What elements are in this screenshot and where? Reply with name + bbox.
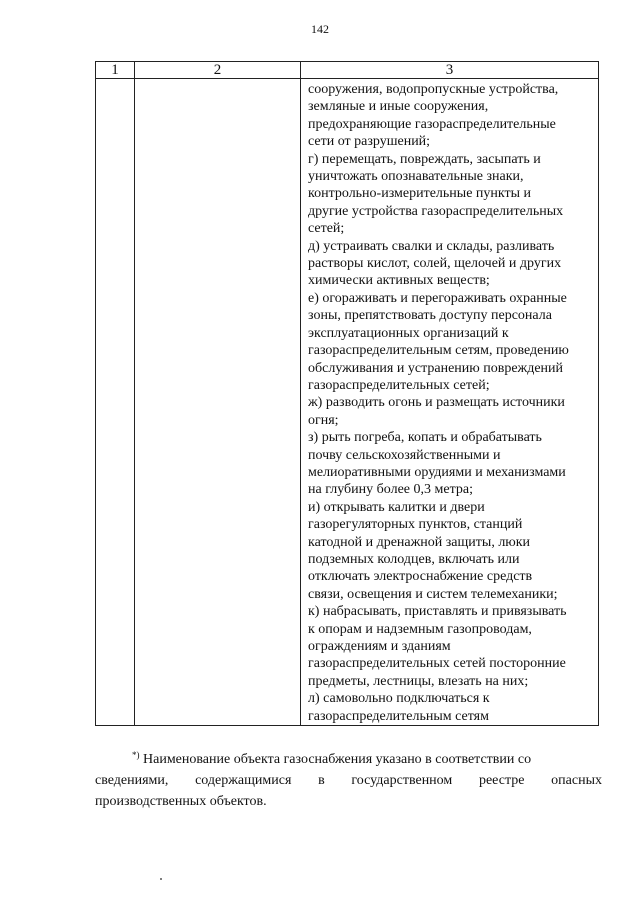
footnote-line-1 bbox=[95, 745, 602, 770]
text-line: на глубину более 0,3 метра; bbox=[308, 482, 473, 498]
footnote-word: опасных bbox=[551, 773, 602, 788]
column-header-3: 3 bbox=[301, 62, 599, 79]
text-line: к опорам и надземным газопроводам, bbox=[308, 621, 532, 637]
text-line: растворы кислот, солей, щелочей и других bbox=[308, 256, 562, 272]
table-row bbox=[96, 79, 599, 726]
cell-column-2 bbox=[135, 79, 301, 726]
regulation-table bbox=[95, 61, 599, 726]
footnote-word: в bbox=[318, 773, 325, 788]
text-line: земляные и иные сооружения, bbox=[308, 99, 489, 115]
text-line: г) перемещать, повреждать, засыпать и bbox=[308, 151, 541, 167]
text-line: газораспределительных сетей; bbox=[308, 377, 490, 393]
text-line: д) устраивать свалки и склады, разливать bbox=[308, 238, 555, 254]
text-line: сетей; bbox=[308, 221, 345, 237]
text-line: сети от разрушений; bbox=[308, 134, 431, 150]
text-line: сооружения, водопропускные устройства, bbox=[308, 82, 559, 97]
scan-speck bbox=[160, 878, 162, 880]
text-line: катодной и дренажной защиты, люки bbox=[308, 534, 531, 550]
text-line: газораспределительным сетям bbox=[308, 708, 489, 724]
text-line: з) рыть погреба, копать и обрабатывать bbox=[308, 430, 542, 446]
footnote-word: реестре bbox=[478, 773, 525, 788]
footnote-word: государственном bbox=[351, 773, 453, 788]
text-line: е) огораживать и перегораживать охранные bbox=[308, 290, 567, 306]
text-line: огня; bbox=[308, 412, 339, 428]
column-header-2: 2 bbox=[135, 62, 301, 79]
text-line: мелиоративными орудиями и механизмами bbox=[308, 464, 566, 480]
text-line: химически активных веществ; bbox=[308, 273, 490, 289]
cell-column-1 bbox=[96, 79, 135, 726]
restrictions-text bbox=[301, 79, 598, 725]
table-header-row bbox=[96, 62, 599, 79]
text-line: зоны, препятствовать доступу персонала bbox=[308, 308, 552, 324]
text-line: предметы, лестницы, влезать на них; bbox=[308, 673, 529, 689]
footnote-word: содержащимися bbox=[195, 773, 292, 788]
text-line: ж) разводить огонь и размещать источники bbox=[308, 395, 565, 411]
text-line: подземных колодцев, включать или bbox=[308, 551, 520, 567]
footnote-line-3: производственных объектов. bbox=[95, 794, 267, 809]
text-line: уничтожать опознавательные знаки, bbox=[308, 169, 524, 185]
text-line: газорегуляторных пунктов, станций bbox=[308, 517, 523, 533]
page-number: 142 bbox=[311, 22, 329, 36]
footnote-marker: *) bbox=[132, 750, 140, 760]
text-line: почву сельскохозяйственными и bbox=[308, 447, 501, 463]
cell-column-3 bbox=[301, 79, 599, 726]
text-line: контрольно-измерительные пункты и bbox=[308, 186, 532, 202]
text-line: к) набрасывать, приставлять и привязывать bbox=[308, 604, 567, 620]
text-line: и) открывать калитки и двери bbox=[308, 499, 485, 515]
footnote-word: сведениями, bbox=[95, 773, 169, 788]
text-line: обслуживания и устранению повреждений bbox=[308, 360, 564, 376]
text-line: эксплуатационных организаций к bbox=[308, 325, 509, 341]
text-line: газораспределительным сетям, проведению bbox=[308, 343, 569, 359]
text-line: другие устройства газораспределительных bbox=[308, 203, 564, 219]
text-line: предохраняющие газораспределительные bbox=[308, 116, 556, 132]
text-line: л) самовольно подключаться к bbox=[308, 691, 490, 707]
text-line: отключать электроснабжение средств bbox=[308, 569, 533, 585]
footnote-text-1: Наименование объекта газоснабжения указано в соответствии со bbox=[143, 752, 532, 767]
column-header-1: 1 bbox=[96, 62, 135, 79]
text-line: связи, освещения и систем телемеханики; bbox=[308, 586, 558, 602]
text-line: ограждениям и зданиям bbox=[308, 639, 451, 654]
text-line: газораспределительных сетей посторонние bbox=[308, 656, 566, 672]
footnote-line-2 bbox=[95, 770, 602, 791]
footnote bbox=[95, 745, 602, 812]
